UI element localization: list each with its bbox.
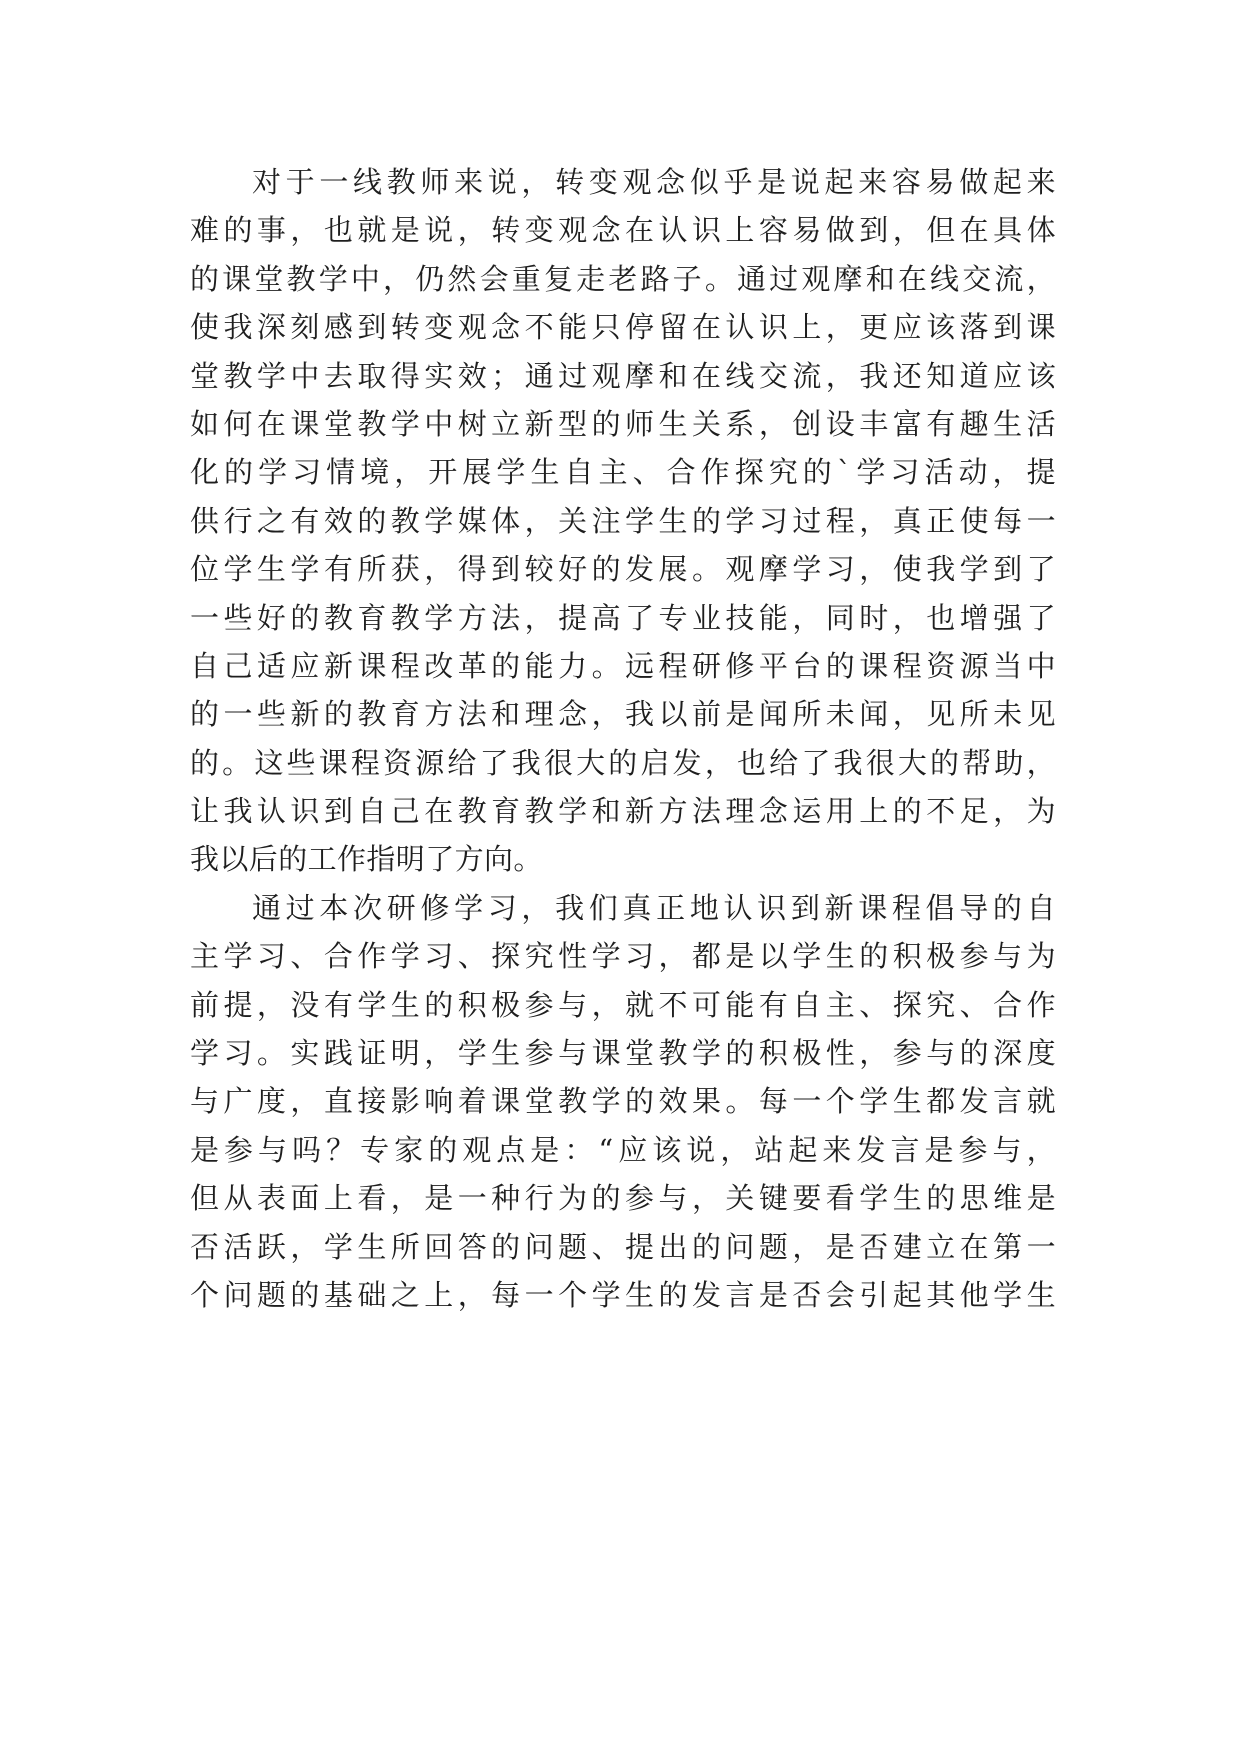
text-line: 与广度，直接影响着课堂教学的效果。每一个学生都发言就 bbox=[190, 1084, 1056, 1119]
text-line: 的课堂教学中，仍然会重复走老路子。通过观摩和在线交流， bbox=[190, 261, 1056, 296]
text-line: 的。这些课程资源给了我很大的启发，也给了我很大的帮助， bbox=[190, 745, 1056, 780]
text-line: 难的事，也就是说，转变观念在认识上容易做到，但在具体 bbox=[190, 213, 1056, 248]
text-line: 让我认识到自己在教育教学和新方法理念运用上的不足，为 bbox=[190, 794, 1056, 829]
text-line: 否活跃，学生所回答的问题、提出的问题，是否建立在第一 bbox=[190, 1229, 1056, 1264]
text-line: 供行之有效的教学媒体，关注学生的学习过程，真正使每一 bbox=[190, 503, 1056, 538]
text-line: 对于一线教师来说，转变观念似乎是说起来容易做起来 bbox=[252, 165, 1056, 199]
text-line: 自己适应新课程改革的能力。远程研修平台的课程资源当中 bbox=[190, 648, 1056, 683]
text-line: 位学生学有所获，得到较好的发展。观摩学习，使我学到了 bbox=[190, 552, 1056, 587]
text-line: 的一些新的教育方法和理念，我以前是闻所未闻，见所未见 bbox=[190, 697, 1056, 732]
text-line: 我以后的工作指明了方向。 bbox=[190, 842, 543, 877]
text-line: 是参与吗？专家的观点是：“应该说，站起来发言是参与， bbox=[190, 1132, 1056, 1167]
text-line: 但从表面上看，是一种行为的参与，关键要看学生的思维是 bbox=[190, 1181, 1056, 1216]
text-line: 使我深刻感到转变观念不能只停留在认识上，更应该落到课 bbox=[190, 310, 1056, 345]
text-line: 堂教学中去取得实效；通过观摩和在线交流，我还知道应该 bbox=[190, 358, 1056, 393]
text-line: 学习。实践证明，学生参与课堂教学的积极性，参与的深度 bbox=[190, 1036, 1056, 1071]
text-line: 前提，没有学生的积极参与，就不可能有自主、探究、合作 bbox=[190, 987, 1056, 1022]
text-line: 一些好的教育教学方法，提高了专业技能，同时，也增强了 bbox=[190, 600, 1056, 635]
body-text bbox=[190, 158, 1056, 1319]
text-line: 如何在课堂教学中树立新型的师生关系，创设丰富有趣生活 bbox=[190, 406, 1056, 441]
text-line: 化的学习情境，开展学生自主、合作探究的`学习活动，提 bbox=[190, 455, 1056, 490]
paragraph-2 bbox=[190, 884, 1056, 1320]
text-line: 主学习、合作学习、探究性学习，都是以学生的积极参与为 bbox=[190, 939, 1056, 974]
text-line: 个问题的基础之上，每一个学生的发言是否会引起其他学生 bbox=[190, 1277, 1056, 1312]
text-line: 通过本次研修学习，我们真正地认识到新课程倡导的自 bbox=[252, 890, 1056, 925]
paragraph-1 bbox=[190, 158, 1056, 884]
